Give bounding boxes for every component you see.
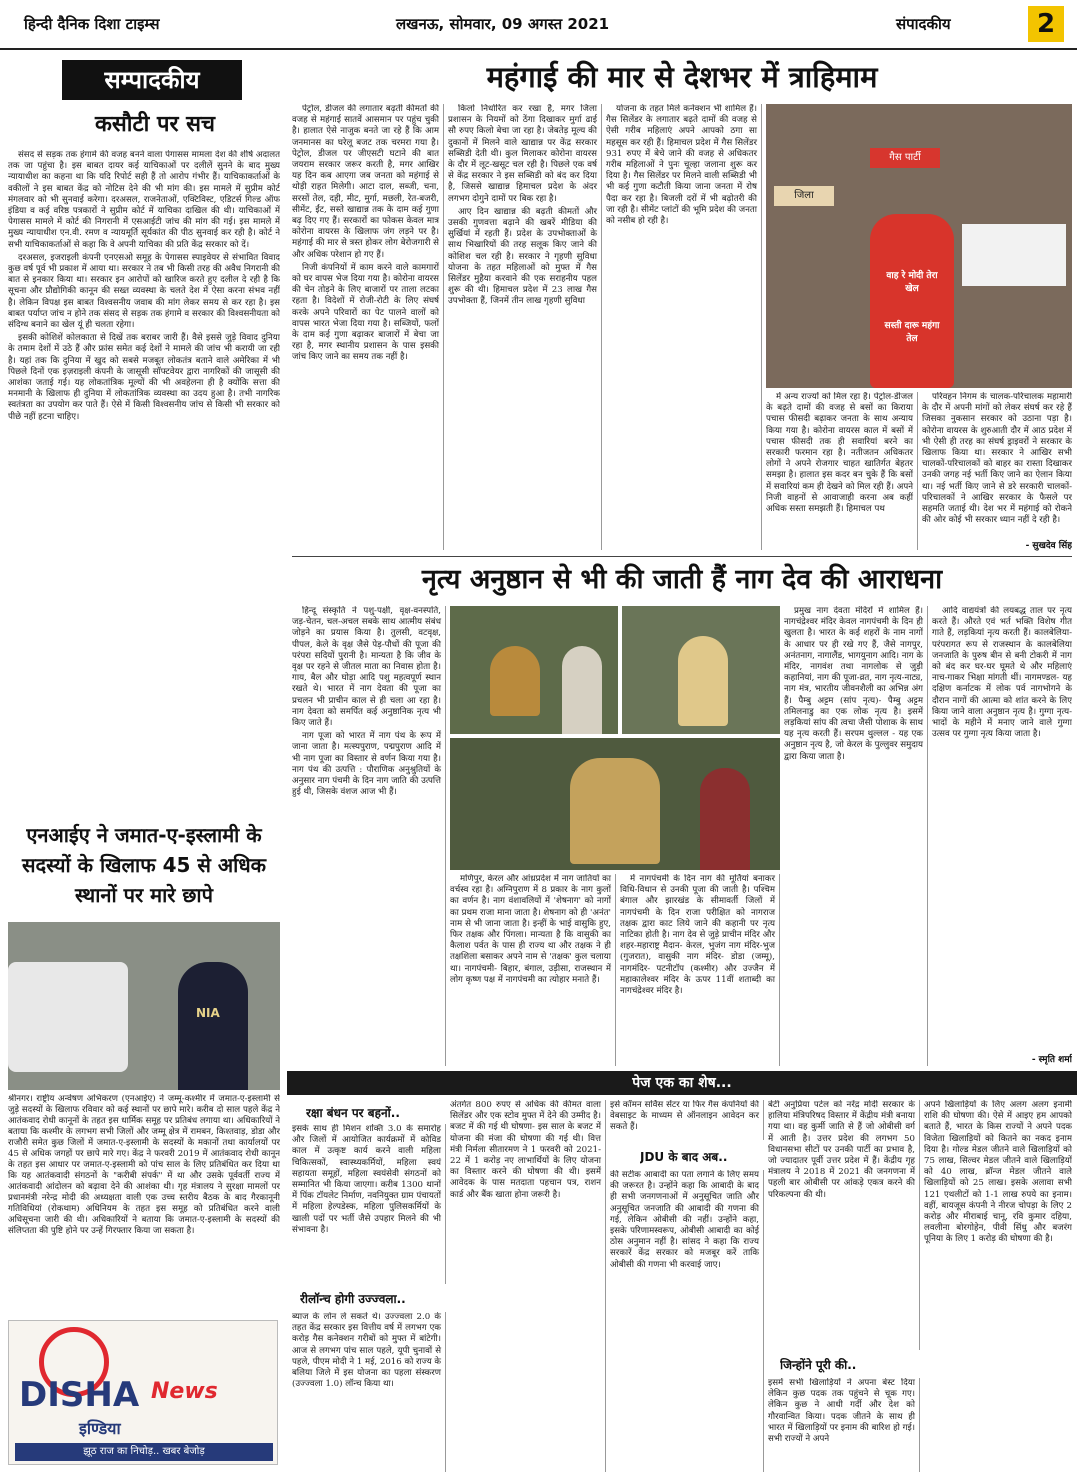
inflation-paragraph: में अन्य राज्यों को मिल रहा है। पेट्रोल-डीजल के बढ़ते दामों की वजह से बसों का किराया पचास फीसदी बढ़ाकर जनता के साथ अन्याय किया गया है। कोरोना वायरस काल में बसों में पचास फीसदी तक ही सवारियां बरने का सरकारी फरमान रहा है। नतीजतन अधिकतर लोगों ने अपने रोजगार चाहत खातिर्गत बेहतर समझा है। हालात इस कदर बन चुके हैं कि बसों में सवारियां कम ही देखने को मिल रही हैं। अपने निजी वाहनों से आवाजाही करना अब कहीं अधिक सस्ता समझती हैं। हिमाचल पथ [766,392,913,515]
page-header [0,0,1077,50]
devotee-shape [562,646,602,734]
nag-col-5 [932,606,1072,1052]
protest-sign: जिला [774,186,834,206]
inflation-col-2 [448,104,602,550]
page-one-continued-bar: पेज एक का शेष... [287,1071,1077,1095]
nag-puja-photo [450,606,618,734]
disha-news-logo [8,1320,278,1465]
editorial-title: कसौटी पर सच [95,112,215,137]
jinhone-body: इसमें सभी खिलाड़ियों ने अपना बेस्ट दिया लेकिन कुछ पदक तक पहुंचने से चूक गए। लेकिन कुछ ने आधी गर्दी और देश को गौरवान्वित किया। पदक जीतने के साथ ही भारत में खिलाड़ियों पर इनाम की बारिश हो गई। सभी राज्यों ने अपने [768,1378,920,1472]
inflation-col-1 [292,104,444,550]
logo-slogan: झूठ राज का निचोड़.. खबर बेजोड़ [15,1443,273,1461]
inflation-col-3 [606,104,762,550]
inflation-col-5 [922,392,1072,538]
nag-byline: - स्मृति शर्मा [1031,1055,1072,1065]
nag-col-3 [620,874,780,1066]
nag-col-1 [292,606,446,1066]
inflation-paragraph: निजी कंपनियों में काम करने वाले कामगारों को घर वापस भेज दिया गया है। कोरोना वायरस की चेन तोड़ने के लिए बाजारों पर ताला लटका रहता है। विदेशों में रोजी-रोटी के लिए संघर्ष करके अपने परिवारों का पेट पालने वालों को वापस भारत भेजा दिया गया है। सब्जियों, फलों के दाम कई गुणा बढ़ाकर बाजारों में बेचा जा रहा है, मगर स्थानीय प्रशासन के पास इसकी जांच किए जाने का समय तक नहीं है। [292,262,439,363]
logo-news-text: News [151,1379,218,1404]
protest-sign: वाह रे मोदी तेरा खेल [886,271,938,294]
protest-photo [766,104,1072,388]
nia-headline: एनआईए ने जमात-ए-इस्लामी के सदस्यों के खिलाफ 45 से अधिक स्थानों पर मारे छापे [21,823,267,907]
jdu-subhead: JDU के बाद अब.. [640,1150,728,1164]
raksha-body: इसके साथ ही मिशन शक्ति 3.0 के समारोह और जिलों में आयोजित कार्यक्रमों में कोविड काल में उत्कृष्ट कार्य करने वाली महिला चिकित्सकों, स्वास्थ्यकर्मियों, महिला स्वयं सहायता समूहों, महिला स्वयंसेवी संगठनों को सम्मानित भी किया जाएगा। करीब 1300 थानों में पिंक टॉयलेट निर्माण, नवनियुक्त ग्राम पंचायतों में महिला हेल्पडेस्क, महिला पुलिसकर्मियों के खाली पदों पर भर्ती जैसे उपहार मिलने की भी संभावना है। [292,1124,446,1284]
jinhone-subhead: जिन्होंने पूरी की.. [780,1358,857,1372]
inflation-paragraph: आए दिन खाद्यान्न की बढ़ती कीमतों और उसकी गुणवत्ता बढ़ाने की खबरें मीडिया की सुर्खियां में रहती हैं। प्रदेश के उपभोक्ताओं के साथ भिखारियों की तरह सलूक किए जाने की कोशिश चल रही है। सरकार ने गृहणी सुविधा योजना के तहत महिलाओं को मुफ्त में गैस सिलेंडर मुहैया करवाने की एक सराहनीय पहल शुरू की थी। हिमाचल प्रदेश में 23 लाख गैस उपभोक्ता हैं, जिनमें तीन लाख गृहणी सुविधा [448,206,597,307]
protest-board [962,224,1066,286]
editorial-paragraph: संसद से सड़क तक हंगामे की वजह बनने वाला पेगासस मामला देश की शीर्ष अदालत तक जा पहुंचा है। इस बाबत दायर कई याचिकाओं पर दलीलें सुनने के बाद मुख्य न्यायाधीश का कहना था कि यदि रिपोर्ट सही हैं तो आरोप गंभीर हैं। याचिकाकर्ताओं के वकीलों ने इस बाबत केंद्र को नोटिस देने की भी मांग की। इस मामले में सुप्रीम कोर्ट मंगलवार को भी सुनवाई करेगा। दरअसल, राजनेताओं, एक्टिविस्ट, एडिटर्स गिल्ड ऑफ इंडिया व कई वरिष्ठ पत्रकारों ने सुप्रीम कोर्ट में याचिका दाखिल की थी। याचिकाओं में पेगासस मामले में कोर्ट की निगरानी में एसआईटी जांच की मांग की गई। इस मामले में मुख्य न्यायाधीश एन.वी. रमण व न्यायमूर्ति सूर्यकांत की पीठ सुनवाई कर रही है। कोर्ट ने सभी याचिकाकर्ताओं से कहा कि वे अपनी याचिका की प्रति केंद्र सरकार को दें। [8,150,280,250]
nia-badge: NIA [196,1006,220,1020]
newspaper-name: हिन्दी दैनिक दिशा टाइम्स [24,15,160,33]
shrine-shape [490,646,540,716]
nag-paragraph: में नागपंचमी के दिन नाग की मूर्तियां बनाकर विधि-विधान से उनकी पूजा की जाती है। पश्चिम बंगाल और झारखंड के सीमावर्ती जिलों में नागपंचमी के दिन राजा परीक्षित को नागराज तक्षक द्वारा काट लिये जाने की कहानी पर नृत्य नाटिका होती है। नाग देव से जुड़े प्राचीन मंदिर और शहर-महाराष्ट्र मैदान- केरल, भुजंग नाग मंदिर-भुज (गुजरात), वासुकी नाग मंदिर- डोडा (जम्मू), नागमंदिर- पटनीटॉप (कश्मीर) और उज्जैन में महाकालेश्वर मंदिर के ऊपर 11वीं शताब्दी का नागचंद्रेश्वर मंदिर है। [620,874,775,997]
page-one-col-3a: इसे कॉमन सर्विस सेंटर या फिर गैस कंपनियों की वेबसाइट के माध्यम से ऑनलाइन आवेदन कर सकते हैं। [610,1100,764,1140]
page-one-col-2: अंतर्गत 800 रुपए से अधिक की कीमत वाला सिलेंडर और एक स्टोव मुफ्त में देने की उम्मीद है। बजट में की गई थी घोषणा- इस साल के बजट में योजना की मंजा की घोषणा की गई थी। वित्त मंत्री निर्मला सीतारमण ने 1 फरवरी को 2021-22 में 1 करोड़ नए लाभार्थियों के लिए योजना का विस्तार करने की घोषणा की थी। इसमें आवेदक के पास मतदाता पहचान पत्र, राशन कार्ड और बैंक खाता होना जरूरी है। [450,1100,606,1472]
relaunch-subhead: रीलॉन्च होगी उज्ज्वला.. [300,1292,406,1306]
nag-paragraph: मणिपुर, केरल और आंध्रप्रदेश में नाग जातियों का वर्चस्व रहा है। अग्निपुराण में 8 प्रकार के नाग कुलों का वर्णन है। नाग वंशावलियों में 'शेषनाग' को नागों का प्रथम राजा माना जाता है। शेषनाग को ही 'अनंत' नाम से भी जाना जाता है। इन्हीं के भाई वासुकि हुए, फिर तक्षक और पिंगला। मान्यता है कि वासुकी का कैलाश पर्वत के पास ही राज्य था और तक्षक ने ही तक्षशिला बसाकर अपने नाम से 'तक्षक' कुल चलाया था। नागपंचमी- बिहार, बंगाल, उड़ीसा, राजस्थान में लोग कृष्ण पक्ष में नागपंचमी का त्योहार मनाते हैं। [450,874,611,985]
inflation-paragraph: पेट्रोल, डीजल की लगातार बढ़ती कीमतों की वजह से महंगाई सातवें आसमान पर पहुंच चुकी है। हालात ऐसे नाजुक बनते जा रहे हैं कि आम जनमानस का घरेलू बजट तक चरमरा गया है। पेट्रोल, डीजल पर जीएसटी घटाने की बात जयराम सरकार जरूर करती है, मगर आखिर यह दिन कब आएगा जब जनता को महंगाई से थोड़ी राहत मिलेगी। आटा दाल, सब्जी, चना, सरसों तेल, दही, मीट, मुर्गा, मछली, रेत-बजरी, सीमेंट, ईंट, सस्ते खाद्यान्न तक के दाम कई गुणा बढ़ दिए गए हैं। सरकारों का फोकस केवल मात्र कोरोना वायरस के खिलाफ जंग लड़ने पर है। महंगाई की मार से त्रस्त होकर लोग बेरोजगारी से और अधिक परेशान हो गए हैं। [292,104,439,260]
page-one-col-5: अपने खिलाड़ियों के लिए अलग अलग इनामी राशि की घोषणा की। ऐसे में आइए हम आपको बताते हैं, भारत के किस राज्यों ने अपने पदक विजेता खिलाड़ियों को कितने का नकद इनाम दिया है। गोल्ड मेडल जीतने वाले खिलाड़ियों को 75 लाख, सिल्वर मेडल जीतने वाले खिलाड़ियों को 40 लाख, ब्रॉन्ज मेडल जीतने वाले खिलाड़ियों को 25 लाख। इसके अलावा सभी 121 एथलीटों को 1-1 लाख रुपये का इनाम। वहीं, बायजूस कंपनी ने नीरज चोपड़ा के लिए 2 करोड़ और मीराबाई चानू, रवि कुमार दहिया, लवलीना बोरगोहेन, पीवी सिंधु और बजरंग पूनिया के लिए 1 करोड़ की घोषणा की है। [924,1100,1072,1245]
inflation-headline: महंगाई की मार से देशभर में त्राहिमाम [486,60,878,94]
editorial-label: सम्पादकीय [62,60,242,100]
nag-paragraph: नाग पूजा को भारत में नाग पंथ के रूप में जाना जाता है। मत्स्यपुराण, पद्मपुराण आदि में भी नाग पूजा का विस्तार से वर्णन किया गया है। नाग पंथ की उत्पत्ति : पौराणिक अनुश्रुतियों के अनुसार नाग पंचमी के दिन नाग जाति की उत्पत्ति हुई थी, जिसके वंशज आज भी हैं। [292,731,441,798]
nag-paragraph: हिन्दू संस्कृति ने पशु-पक्षी, वृक्ष-वनस्पति, जड़-चेतन, चल-अचल सबके साथ आत्मीय संबंध जोड़ने का प्रयास किया है। तुलसी, वटवृक्ष, पीपल, केले के वृक्ष जैसे पेड़-पौधों की पूजा की परंपरा सदियों पुरानी है। मान्यता है कि जीव के वृक्ष पर रहने से जीतल माता का निवास होता है। गाय, बैल और घोड़ा आदि पशु महत्वपूर्ण स्थान रखते थे। भारत में नाग देवता की पूजा का प्रचलन भी प्राचीन काल से ही चला आ रहा है। नाग देवता को समर्पित कई अनुष्ठानिक नृत्य भी किए जाते हैं। [292,606,441,729]
jdu-body: की सटीक आबादी का पता लगाने के लिए समय की जरूरत है। उन्होंने कहा कि आबादी के बाद ही सभी जनगणनाओं में अनुसूचित जाति और अनुसूचित जनजाति की आबादी की गणना की गई, लेकिन ओबीसी की नहीं। उन्होंने कहा, इसके परिणामस्वरूप, ओबीसी आबादी का कोई ठोस अनुमान नहीं है। सांसद ने कहा कि राज्य सरकारें केंद्र सरकार को मजबूर करें ताकि ओबीसी की गणना भी करवाई जाए। [610,1170,764,1472]
editorial-paragraph: इसकी कोशिशें कोलकाता से दिखें तक बराबर जारी हैं। वैसे इससे जुड़े विवाद दुनिया के तमाम देशों में उठे हैं और फ्रांस समेत कई देशों ने मामले की जांच भी करायी जा रही है। यहां तक कि दुनिया में खुद को सबसे मजबूत लोकतंत्र बताने वाले अमेरिका में भी पिछले दिनों एक इज़राइली कंपनी के जासूसी सॉफ्टवेयर द्वारा नागरिकों की जासूसी की आशंका जताई गई। यह लोकतांत्रिक मूल्यों की भी अवहेलना ही है क्योंकि सत्ता की मनमानी के खिलाफ ही दुनिया में लोकतांत्रिक व्यवस्था का उदय हुआ है। तभी नागरिक स्वतंत्रता का उपयोग कर पाते हैं। ऐसे में किसी विश्वसनीय जांच से किसी भी सरकार को पीछे नहीं हटना चाहिए। [8,333,280,422]
editorial-paragraph: दरअसल, इजराइली कंपनी एनएसओ समूह के पेगासस स्पाइवेयर से संभावित विवाद कुछ वर्ष पूर्व भी प्रकाश में आया था। सरकार ने तब भी किसी तरह की अवैध निगरानी की बात से इनकार किया था। सरकार इन आरोपों को खारिज करते हुए दलील दे रही है कि सूचना और प्रौद्योगिकी कानून की सख्त व्यवस्था के चलते देश में ऐसा करना संभव नहीं है। लेकिन विपक्ष इस बाबत विश्वसनीय जवाब की मांग लेकर समय से कर रहा है। इस बाबत पर्याप्त जांच न होने तक संसद से सड़क तक हंगामे व सरकार की विश्वसनीयता को संदिग्ध बनाने का खेल यूं ही चलता रहेगा। [8,252,280,331]
nag-shrine-photo [450,738,780,870]
shrine-shape [570,758,660,864]
car-shape [8,962,128,1072]
logo-india-text: इण्डिया [79,1419,121,1438]
inflation-byline: - सुखदेव सिंह [1025,541,1072,551]
raksha-subhead: रक्षा बंधन पर बहनों.. [306,1106,400,1120]
nag-paragraph: आदि वाद्ययंत्रों की लयबद्ध ताल पर नृत्य करते हैं। औरते एवं भर्त भक्ति विशेष गीत गाते हैं, लड़कियां नृत्य करती हैं। कालबेलिया- परंपरागत रूप से राजस्थान के कालबेलिया जनजाति के पुरुष बीन से बनी टोकरी में नाग को बंद कर घर-घर घूमते थे और महिलाएं नाच-गाकर भिक्षा मांगती थीं। नागमण्डल- यह दक्षिण कर्नाटक में लोक पर्व नागभोगने के दौरान नागों की आत्मा को शांत करने के लिए किया जाने वाला अनुष्ठान नृत्य है। गुग्गा नृत्य- भादों के महीने में मनाए जाने वाले गुग्गा उत्सव पर गुग्गा नृत्य किया जाता है। [932,606,1072,740]
inflation-paragraph: किलो निर्धारित कर रखा है, मगर जिला प्रशासन के नियमों को ठेंगा दिखाकर मुर्गा ढाई सौ रुपए किलो बेचा जा रहा है। जेबतेड़ मूल्य की दुकानों में मिलने वाले खाद्यान्न पर केंद्र सरकार सब्सिडी देती थी। कुल मिलाकर कोरोना वायरस के दौर में लूट-खसूट चल रही है। पिछले एक वर्ष से केंद्र सरकार ने इस सब्सिडी को बंद कर दिया है, जिससे खाद्यान्न हिमाचल प्रदेश के अंदर लगभग दोगुने दामों पर बिक रहा है। [448,104,597,204]
officer-shape [178,962,248,1090]
page-one-col-4: बेटी अनुप्रिया पटेल को नरेंद्र मोदी सरकार के हालिया मंत्रिपरिषद विस्तार में केंद्रीय मंत्री बनाया गया था। वह कुर्मी जाति से हैं जो ओबीसी वर्ग में आती है। उत्तर प्रदेश की लगभग 50 विधानसभा सीटों पर उनकी पार्टी का प्रभाव है, जो ज्यादातर पूर्वी उत्तर प्रदेश में हैं। केंद्रीय गृह मंत्रालय ने 2018 में 2021 की जनगणना में पहली बार ओबीसी पर आंकड़े एकत्र करने की परिकल्पना की थी। [768,1100,920,1350]
nag-headline: नृत्य अनुष्ठान से भी की जाती हैं नाग देव की आराधना [292,556,1072,602]
nia-raid-photo [8,922,280,1090]
protest-sign: गैस पार्टी [870,148,940,168]
relaunch-body: ब्याज के लोन ले सकते थे। उज्ज्वला 2.0 के तहत केंद्र सरकार इस वित्तीय वर्ष में लगभग एक करोड़ गैस कनेक्शन गरीबों को मुफ्त में बांटेगी। आज से लगभग पांच साल पहले, यूपी चुनावों से पहले, पीएम मोदी ने 1 मई, 2016 को राज्य के बलिया जिले में इस योजना का पहला संस्करण (उज्ज्वला 1.0) लॉन्च किया था। [292,1312,446,1472]
logo-disha-text: DISHA [19,1375,140,1415]
nag-paragraph: प्रमुख नाग देवता मंदिरों में शामिल हैं। नागचंद्रेश्वर मंदिर केवल नागपंचमी के दिन ही खुलता है। भारत के कई शहरों के नाम नागों के आधार पर ही रखे गए हैं, जैसे नागपुर, अनंतनाग, नागालैंड, भागयुनाग आदि। नाग के मंदिर, नागवंश तथा नागलोक से जुड़ी कहानियां, नाग की पूजा-व्रत, नाग नृत्य-नाट्य, नाग मंत्र, भारतीय जीवनशैली का अभिन्न अंग हैं। पैम्बु अट्टम (सांप नृत्य)- पैम्बु अट्टम तमिलनाडु का एक लोक नृत्य है। इसमें लड़कियां सांप की त्वचा जैसी पोशाक के साथ यह नृत्य करती हैं। सरपम थुल्लल - यह एक अनुष्ठान नृत्य है, जो केरल के पुल्लुवर समुदाय द्वारा किया जाता है। [784,606,923,762]
nag-idol-photo [622,606,780,734]
devotee-shape [700,768,750,870]
nag-col-4 [784,606,928,1066]
section-name: संपादकीय [896,15,951,33]
idol-shape [678,636,728,726]
page-number: 2 [1028,6,1064,42]
issue-date: लखनऊ, सोमवार, 09 अगस्त 2021 [396,15,610,33]
inflation-paragraph: परिवहन निगम के चालक-परिचालक महामारी के दौर में अपनी मांगों को लेकर संघर्ष कर रहे हैं जिसका नुकसान सरकार को उठाना पड़ा है। कोरोना वायरस के शुरुआती दौर में आठ प्रदेश में भी ऐसी ही तरह का संघर्ष ड्राइवरों ने सरकार के खिलाफ किया था। सरकार ने आखिर सभी चालकों-परिचालकों को बाहर का रास्ता दिखाकर उनकी जगह नई भर्ती किए जाने का ऐलान किया था। नई भर्ती किए जाने से डरे सरकारी चालकों-परिचालकों ने आखिर सरकार के फैसले पर सहमति जताई थी। देश भर में महंगाई को रोकने की ओर कोई भी सरकार ध्यान नहीं दे रही है। [922,392,1072,526]
inflation-col-4 [766,392,918,550]
nag-col-2 [450,874,616,1066]
inflation-paragraph: योजना के तहत मिले कनेक्शन भी शामिल हैं। गैस सिलेंडर के लगातार बढ़ते दामों की वजह से ऐसी गरीब महिलाएं अपने आपको ठगा सा महसूस कर रही हैं। हिमाचल प्रदेश में गैस सिलेंडर 931 रुपए में बेचे जाने की वजह से अधिकतर गरीब महिलाओं ने पुनः चूल्हा जलाना शुरू कर दिया है। गैस सिलेंडर पर मिलने वाली सब्सिडी भी भी कई गुणा कटौती किया जाना जनता में रोष पैदा कर रहा है। बिजली दरों में भी बढ़ोतरी की जा रही है। सीमेंट प्लांटों की भूमि प्रदेश की जनता को नसीब हो रही है। [606,104,757,227]
nia-body: श्रीनगर। राष्ट्रीय अन्वेषण अभिकरण (एनआईए) ने जम्मू-कश्मीर में जमात-ए-इस्लामी से जुड़े सदस्यों के खिलाफ रविवार को कई स्थानों पर छापे मारे। करीब दो साल पहले केंद्र ने आतंकवाद रोधी कानूनों के तहत इस धार्मिक समूह पर प्रतिबंध लगाया था। अधिकारियों ने बताया कि कश्मीर के लगभग सभी जिलों और जम्मू क्षेत्र में रामबन, किश्तवाड़, डोडा और राजौरी समेत कुछ जिलों में जमात-ए-इस्लामी के सदस्यों के मकानों तथा कार्यालयों पर 45 से अधिक जगहों पर छापे मारे गए। केंद्र ने फरवरी 2019 में आतंकवाद रोधी कानून के तहत इस आधार पर जमात-ए-इस्लामी को पांच साल के लिए प्रतिबंधित कर दिया था कि यह आतंकवादी संगठनों के "करीबी संपर्क" में था और उसके पूर्ववर्ती राज्य में आतंकवादी आंदोलन को बढ़ावा देने की आशंका थी। गृह मंत्रालय ने सुरक्षा मामलों पर प्रधानमंत्री नरेन्द्र मोदी की अध्यक्षता वाली एक उच्च स्तरीय बैठक के बाद गैरकानूनी गतिविधियां (रोकथाम) अधिनियम के तहत इस समूह को प्रतिबंधित करने वाली अधिसूचना जारी की थी। अधिकारियों ने बताया कि जमात-ए-इस्लामी के सदस्यों की संलिप्तता की पुष्टि होने पर उन्हें गिरफ्तार किया जा सकता है। [8,1094,280,1236]
protest-sign: सस्ती दारू महंगा तेल [884,321,940,344]
editorial-body [8,150,280,790]
